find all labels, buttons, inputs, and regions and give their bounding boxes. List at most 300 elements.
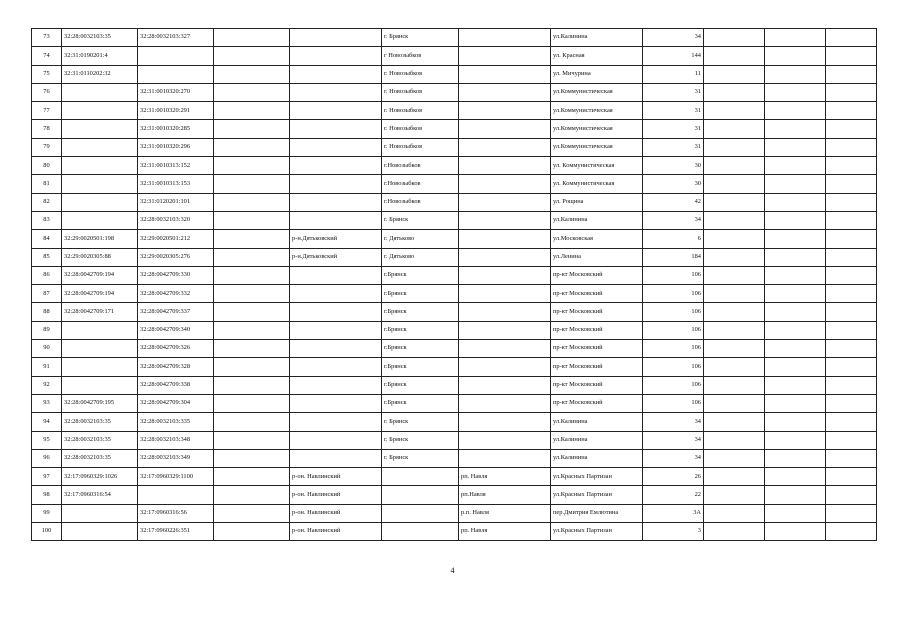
empty-cell [214,486,290,504]
land-cadastral-number-cell [62,358,138,376]
city-cell [382,486,459,504]
house-number-cell: 26 [643,468,704,486]
district-cell [290,376,382,394]
city-cell [382,468,459,486]
row-number-cell: 76 [32,83,62,101]
city-cell: г.Брянск [382,266,459,284]
object-cadastral-number-cell: 32:31:0120201:101 [138,193,214,211]
land-cadastral-number-cell [62,340,138,358]
object-cadastral-number-cell: 32:17:0960329:1100 [138,468,214,486]
row-number-cell: 79 [32,138,62,156]
row-number-cell: 74 [32,47,62,65]
settlement-cell: р.п. Навля [459,504,551,522]
house-number-cell: 34 [643,449,704,467]
settlement-cell [459,175,551,193]
land-cadastral-number-cell [62,120,138,138]
table-row [32,175,877,193]
object-cadastral-number-cell: 32:28:0042709:304 [138,394,214,412]
extra-cell-3 [826,230,877,248]
land-cadastral-number-cell [62,193,138,211]
extra-cell-3 [826,468,877,486]
street-cell: ул. Мичурина [551,65,643,83]
city-cell: г.Новозыбков [382,157,459,175]
street-cell: ул.Коммунистическая [551,120,643,138]
extra-cell-2 [765,449,826,467]
row-number-cell: 77 [32,102,62,120]
settlement-cell [459,83,551,101]
object-cadastral-number-cell [138,486,214,504]
extra-cell-1 [704,321,765,339]
row-number-cell: 90 [32,340,62,358]
street-cell: ул. Красная [551,47,643,65]
property-registry-table [31,28,877,541]
row-number-cell: 87 [32,285,62,303]
extra-cell-2 [765,65,826,83]
extra-cell-3 [826,340,877,358]
object-cadastral-number-cell [138,47,214,65]
house-number-cell: 34 [643,29,704,47]
extra-cell-3 [826,248,877,266]
street-cell: пр-кт Московский [551,321,643,339]
land-cadastral-number-cell: 32:28:0032103:35 [62,449,138,467]
district-cell: р-он. Навлинский [290,523,382,541]
extra-cell-1 [704,285,765,303]
extra-cell-3 [826,431,877,449]
city-cell: г. Новозыбков [382,102,459,120]
extra-cell-2 [765,303,826,321]
empty-cell [214,83,290,101]
street-cell: пр-кт Московский [551,358,643,376]
land-cadastral-number-cell: 32:28:0032103:35 [62,413,138,431]
object-cadastral-number-cell: 32:31:0010320:296 [138,138,214,156]
settlement-cell [459,431,551,449]
street-cell: ул.Коммунистическая [551,138,643,156]
house-number-cell: 106 [643,321,704,339]
district-cell [290,29,382,47]
object-cadastral-number-cell: 32:28:0032103:348 [138,431,214,449]
extra-cell-1 [704,211,765,229]
row-number-cell: 93 [32,394,62,412]
extra-cell-3 [826,47,877,65]
extra-cell-3 [826,266,877,284]
street-cell: пр-кт Московский [551,285,643,303]
settlement-cell [459,211,551,229]
city-cell: г.Брянск [382,340,459,358]
district-cell [290,47,382,65]
table-row [32,413,877,431]
house-number-cell: 42 [643,193,704,211]
district-cell [290,449,382,467]
extra-cell-3 [826,157,877,175]
settlement-cell [459,266,551,284]
extra-cell-2 [765,120,826,138]
extra-cell-1 [704,29,765,47]
settlement-cell [459,65,551,83]
settlement-cell [459,120,551,138]
district-cell: р-он. Навлинский [290,468,382,486]
table-row [32,523,877,541]
settlement-cell [459,193,551,211]
table-row [32,340,877,358]
street-cell: ул.Коммунистическая [551,102,643,120]
land-cadastral-number-cell [62,376,138,394]
land-cadastral-number-cell: 32:29:0020305:88 [62,248,138,266]
object-cadastral-number-cell: 32:28:0042709:338 [138,376,214,394]
city-cell: г. Дятьково [382,248,459,266]
settlement-cell: рп.Навля [459,486,551,504]
empty-cell [214,504,290,522]
extra-cell-2 [765,285,826,303]
empty-cell [214,321,290,339]
district-cell [290,266,382,284]
row-number-cell: 85 [32,248,62,266]
city-cell: г.Брянск [382,376,459,394]
table-row [32,449,877,467]
house-number-cell: 144 [643,47,704,65]
house-number-cell: 184 [643,248,704,266]
extra-cell-2 [765,211,826,229]
house-number-cell: 34 [643,413,704,431]
table-row [32,285,877,303]
street-cell: пр-кт Московский [551,266,643,284]
city-cell: г.Брянск [382,321,459,339]
street-cell: пер.Дмитрия Емлютина [551,504,643,522]
house-number-cell: 106 [643,358,704,376]
district-cell [290,340,382,358]
land-cadastral-number-cell [62,504,138,522]
extra-cell-1 [704,413,765,431]
extra-cell-2 [765,358,826,376]
street-cell: ул. Коммунистическая [551,175,643,193]
table-row [32,65,877,83]
house-number-cell: 30 [643,175,704,193]
object-cadastral-number-cell: 32:28:0042709:332 [138,285,214,303]
empty-cell [214,358,290,376]
house-number-cell: 106 [643,285,704,303]
extra-cell-3 [826,102,877,120]
empty-cell [214,413,290,431]
empty-cell [214,211,290,229]
extra-cell-1 [704,230,765,248]
street-cell: ул.Красных Партизан [551,486,643,504]
extra-cell-2 [765,175,826,193]
city-cell: г. Новозыбков [382,120,459,138]
object-cadastral-number-cell: 32:29:0020501:212 [138,230,214,248]
extra-cell-2 [765,248,826,266]
city-cell: г.Брянск [382,285,459,303]
empty-cell [214,248,290,266]
extra-cell-3 [826,29,877,47]
house-number-cell: 30 [643,157,704,175]
row-number-cell: 98 [32,486,62,504]
extra-cell-2 [765,83,826,101]
house-number-cell: 11 [643,65,704,83]
extra-cell-1 [704,83,765,101]
object-cadastral-number-cell: 32:17:0960316:56 [138,504,214,522]
extra-cell-3 [826,65,877,83]
extra-cell-2 [765,376,826,394]
house-number-cell: 22 [643,486,704,504]
district-cell [290,394,382,412]
row-number-cell: 82 [32,193,62,211]
row-number-cell: 99 [32,504,62,522]
street-cell: ул. Рощина [551,193,643,211]
district-cell: р-н.Дятьковский [290,248,382,266]
empty-cell [214,65,290,83]
empty-cell [214,468,290,486]
land-cadastral-number-cell: 32:31:0190201:4 [62,47,138,65]
street-cell: пр-кт Московский [551,376,643,394]
row-number-cell: 97 [32,468,62,486]
street-cell: ул.Коммунистическая [551,83,643,101]
land-cadastral-number-cell [62,211,138,229]
land-cadastral-number-cell: 32:28:0042709:195 [62,394,138,412]
city-cell: г. Новозыбков [382,65,459,83]
district-cell: р-н.Дятьковский [290,230,382,248]
table-body [32,29,877,541]
district-cell [290,211,382,229]
house-number-cell: 106 [643,303,704,321]
settlement-cell [459,321,551,339]
extra-cell-3 [826,83,877,101]
district-cell [290,193,382,211]
house-number-cell: 34 [643,211,704,229]
house-number-cell: 31 [643,102,704,120]
extra-cell-3 [826,394,877,412]
extra-cell-1 [704,120,765,138]
row-number-cell: 95 [32,431,62,449]
house-number-cell: 3А [643,504,704,522]
settlement-cell: рп. Навля [459,468,551,486]
extra-cell-3 [826,138,877,156]
street-cell: ул. Коммунистическая [551,157,643,175]
empty-cell [214,47,290,65]
district-cell [290,303,382,321]
object-cadastral-number-cell: 32:31:0010313:152 [138,157,214,175]
table-row [32,486,877,504]
extra-cell-1 [704,340,765,358]
street-cell: пр-кт Московский [551,394,643,412]
extra-cell-3 [826,285,877,303]
street-cell: пр-кт Московский [551,340,643,358]
object-cadastral-number-cell: 32:28:0032103:349 [138,449,214,467]
row-number-cell: 78 [32,120,62,138]
extra-cell-2 [765,230,826,248]
table-row [32,394,877,412]
district-cell [290,285,382,303]
extra-cell-3 [826,449,877,467]
settlement-cell [459,376,551,394]
extra-cell-2 [765,157,826,175]
extra-cell-1 [704,303,765,321]
land-cadastral-number-cell [62,102,138,120]
extra-cell-2 [765,394,826,412]
district-cell [290,358,382,376]
extra-cell-2 [765,413,826,431]
object-cadastral-number-cell: 32:28:0042709:330 [138,266,214,284]
land-cadastral-number-cell [62,175,138,193]
extra-cell-3 [826,321,877,339]
extra-cell-2 [765,102,826,120]
city-cell: г.Брянск [382,303,459,321]
city-cell: г. Брянск [382,449,459,467]
land-cadastral-number-cell: 32:31:0110202:32 [62,65,138,83]
settlement-cell [459,47,551,65]
city-cell [382,523,459,541]
settlement-cell [459,248,551,266]
extra-cell-1 [704,157,765,175]
street-cell: пр-кт Московский [551,303,643,321]
street-cell: ул.Московская [551,230,643,248]
extra-cell-1 [704,394,765,412]
row-number-cell: 89 [32,321,62,339]
table-row [32,120,877,138]
table-row [32,266,877,284]
empty-cell [214,449,290,467]
district-cell [290,157,382,175]
table-row [32,358,877,376]
extra-cell-3 [826,211,877,229]
object-cadastral-number-cell [138,65,214,83]
extra-cell-3 [826,358,877,376]
district-cell [290,102,382,120]
settlement-cell [459,394,551,412]
settlement-cell [459,102,551,120]
extra-cell-1 [704,47,765,65]
land-cadastral-number-cell [62,321,138,339]
empty-cell [214,340,290,358]
extra-cell-1 [704,266,765,284]
settlement-cell [459,340,551,358]
extra-cell-2 [765,138,826,156]
extra-cell-3 [826,486,877,504]
empty-cell [214,303,290,321]
street-cell: ул.Красных Партизан [551,468,643,486]
settlement-cell [459,449,551,467]
table-row [32,47,877,65]
land-cadastral-number-cell: 32:17:0960316:54 [62,486,138,504]
table-row [32,376,877,394]
house-number-cell: 6 [643,230,704,248]
land-cadastral-number-cell [62,138,138,156]
settlement-cell [459,358,551,376]
extra-cell-3 [826,120,877,138]
house-number-cell: 106 [643,266,704,284]
settlement-cell: рп. Навля [459,523,551,541]
table-row [32,211,877,229]
extra-cell-3 [826,303,877,321]
row-number-cell: 81 [32,175,62,193]
table-row [32,303,877,321]
object-cadastral-number-cell: 32:17:0960226:351 [138,523,214,541]
row-number-cell: 92 [32,376,62,394]
street-cell: ул.Калинина [551,211,643,229]
object-cadastral-number-cell: 32:28:0032103:320 [138,211,214,229]
street-cell: ул.Ленина [551,248,643,266]
house-number-cell: 106 [643,340,704,358]
page-number: 4 [450,566,455,575]
table-row [32,468,877,486]
district-cell [290,175,382,193]
extra-cell-1 [704,486,765,504]
land-cadastral-number-cell: 32:17:0960329:1026 [62,468,138,486]
empty-cell [214,193,290,211]
table-row [32,138,877,156]
district-cell [290,431,382,449]
object-cadastral-number-cell: 32:28:0042709:337 [138,303,214,321]
house-number-cell: 106 [643,394,704,412]
extra-cell-1 [704,376,765,394]
settlement-cell [459,157,551,175]
extra-cell-1 [704,138,765,156]
empty-cell [214,157,290,175]
city-cell: г Новозыбков [382,47,459,65]
empty-cell [214,175,290,193]
extra-cell-2 [765,486,826,504]
extra-cell-2 [765,504,826,522]
extra-cell-3 [826,193,877,211]
city-cell: г.Новозыбков [382,175,459,193]
district-cell [290,83,382,101]
extra-cell-3 [826,376,877,394]
object-cadastral-number-cell: 32:31:0010320:285 [138,120,214,138]
row-number-cell: 83 [32,211,62,229]
extra-cell-1 [704,102,765,120]
district-cell [290,321,382,339]
extra-cell-2 [765,29,826,47]
land-cadastral-number-cell [62,523,138,541]
extra-cell-1 [704,358,765,376]
settlement-cell [459,29,551,47]
object-cadastral-number-cell: 32:31:0010320:291 [138,102,214,120]
extra-cell-1 [704,193,765,211]
extra-cell-1 [704,431,765,449]
land-cadastral-number-cell [62,157,138,175]
extra-cell-1 [704,468,765,486]
city-cell: г.Брянск [382,394,459,412]
district-cell [290,138,382,156]
table-row [32,193,877,211]
empty-cell [214,102,290,120]
table-row [32,157,877,175]
empty-cell [214,29,290,47]
settlement-cell [459,138,551,156]
settlement-cell [459,285,551,303]
extra-cell-2 [765,321,826,339]
object-cadastral-number-cell: 32:31:0010313:153 [138,175,214,193]
empty-cell [214,376,290,394]
object-cadastral-number-cell: 32:28:0042709:326 [138,340,214,358]
street-cell: ул.Красных Партизан [551,523,643,541]
object-cadastral-number-cell: 32:28:0032103:327 [138,29,214,47]
empty-cell [214,230,290,248]
empty-cell [214,394,290,412]
empty-cell [214,523,290,541]
house-number-cell: 3 [643,523,704,541]
city-cell: г. Брянск [382,211,459,229]
row-number-cell: 88 [32,303,62,321]
city-cell: г.Брянск [382,358,459,376]
city-cell: г. Брянск [382,29,459,47]
extra-cell-3 [826,504,877,522]
table-row [32,321,877,339]
extra-cell-2 [765,468,826,486]
house-number-cell: 106 [643,376,704,394]
land-cadastral-number-cell: 32:28:0042709:194 [62,266,138,284]
extra-cell-2 [765,266,826,284]
table-row [32,504,877,522]
house-number-cell: 31 [643,120,704,138]
